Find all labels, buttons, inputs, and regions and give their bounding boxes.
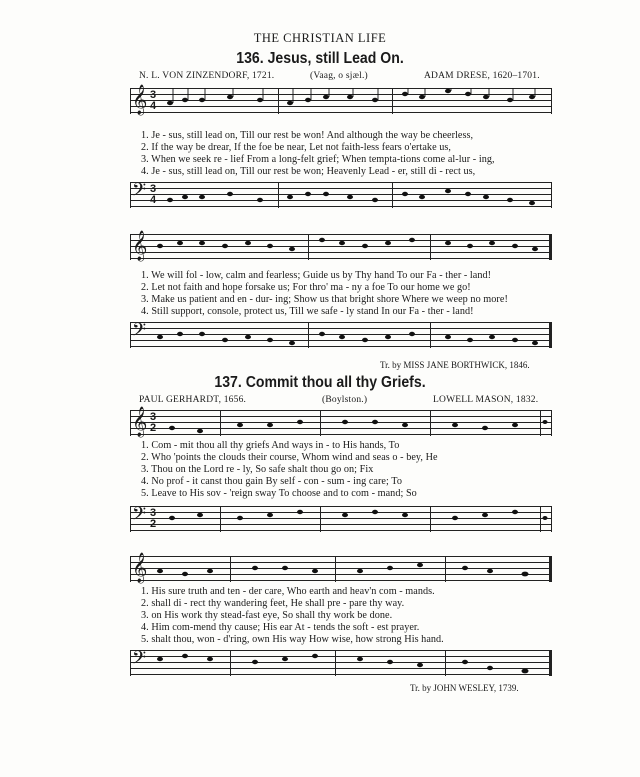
notes-136-2-bass	[130, 322, 552, 348]
time-signature: 3 4	[150, 89, 157, 112]
staff-136-2-treble	[130, 231, 552, 261]
notes-137-2-treble	[130, 553, 552, 583]
hymn-137-verse-2a: 2. Who 'points the clouds their course, Whom wind and seas o - bey, He	[141, 452, 438, 463]
staff-137-1-bass	[130, 506, 552, 532]
hymn-137-verse-4a: 4. No prof - it canst thou gain By self - con - sum - ing care; To	[141, 476, 402, 487]
hymn-136-composer: ADAM DRESE, 1620–1701.	[424, 71, 540, 81]
hymn-136-tune: (Vaag, o sjæl.)	[310, 71, 368, 81]
hymn-137-translator: Tr. by JOHN WESLEY, 1739.	[410, 683, 519, 693]
staff-136-1-bass	[130, 182, 552, 208]
hymn-137-title: 137. Commit thou all thy Griefs.	[214, 374, 426, 391]
hymn-136-translator: Tr. by MISS JANE BORTHWICK, 1846.	[380, 360, 530, 370]
hymn-137-verse-5a: 5. Leave to His sov - 'reign sway To choose and to com - mand; So	[141, 488, 417, 499]
bass-clef-icon: 𝄢	[132, 648, 147, 673]
hymn-136-author: N. L. VON ZINZENDORF, 1721.	[139, 71, 275, 81]
hymn-136-verse-1b: 1. We will fol - low, calm and fearless; Guide us by Thy hand To our Fa - ther - land!	[141, 270, 492, 281]
hymn-136-verse-4b: 4. Still support, console, protect us, Till we safe - ly stand In our Fa - ther - land!	[141, 306, 474, 317]
hymn-136-verse-4a: 4. Je - sus, still lead on, Till our rest be won; Heavenly Lead - er, still di - rect us,	[141, 166, 476, 177]
hymn-136-verse-1a: 1. Je - sus, still lead on, Till our rest be won! And although the way be cheerless,	[141, 130, 474, 141]
hymn-136-verse-2a: 2. If the way be drear, If the foe be near, Let not faith-less fears o'ertake us,	[141, 142, 451, 153]
hymn-136-verse-3b: 3. Make us patient and en - dur- ing; Show us that bright shore Where we weep no more!	[141, 294, 508, 305]
treble-clef-icon: 𝄞	[132, 231, 148, 261]
staff-137-2-treble	[130, 553, 552, 583]
notes-137-1-treble	[130, 407, 552, 437]
bass-clef-icon: 𝄢	[132, 180, 147, 205]
hymn-137-verse-3b: 3. on His work thy stead-fast eye, So shall thy work be done.	[141, 610, 393, 621]
notes-137-1-bass	[130, 506, 552, 532]
bass-clef-icon: 𝄢	[132, 504, 147, 529]
hymn-136-title: 136. Jesus, still Lead On.	[236, 50, 404, 67]
time-signature: 3 4	[150, 183, 157, 206]
treble-clef-icon: 𝄞	[132, 85, 148, 115]
hymn-136-verse-3a: 3. When we seek re - lief From a long-felt grief; When tempta-tions come al-lur - ing,	[141, 154, 495, 165]
time-signature: 3 2	[150, 411, 157, 434]
bass-clef-icon: 𝄢	[132, 320, 147, 345]
staff-136-2-bass	[130, 322, 552, 348]
hymn-137-verse-5b: 5. shalt thou, won - d'ring, own His way How wise, how strong His hand.	[141, 634, 444, 645]
staff-136-1-treble	[130, 85, 552, 115]
hymn-137-composer: LOWELL MASON, 1832.	[433, 395, 539, 405]
staff-137-2-bass	[130, 650, 552, 676]
time-signature: 3 2	[150, 507, 157, 530]
hymn-137-author: PAUL GERHARDT, 1656.	[139, 395, 247, 405]
hymn-137-tune: (Boylston.)	[322, 395, 368, 405]
hymn-137-verse-4b: 4. Him com-mend thy cause; His ear At - tends the soft - est prayer.	[141, 622, 420, 633]
hymn-137-verse-3a: 3. Thou on the Lord re - ly, So safe shalt thou go on; Fix	[141, 464, 374, 475]
hymn-137-verse-1a: 1. Com - mit thou all thy griefs And ways in - to His hands, To	[141, 440, 400, 451]
hymn-137-verse-2b: 2. shall di - rect thy wandering feet, He shall pre - pare thy way.	[141, 598, 405, 609]
treble-clef-icon: 𝄞	[132, 407, 148, 437]
notes-136-1-treble	[130, 85, 552, 115]
staff-137-1-treble	[130, 407, 552, 437]
hymn-137-verse-1b: 1. His sure truth and ten - der care, Who earth and heav'n com - mands.	[141, 586, 435, 597]
hymn-136-verse-2b: 2. Let not faith and hope forsake us; For thro' ma - ny a foe To our home we go!	[141, 282, 471, 293]
notes-137-2-bass	[130, 650, 552, 676]
treble-clef-icon: 𝄞	[132, 553, 148, 583]
notes-136-1-bass	[130, 182, 552, 208]
page-header: THE CHRISTIAN LIFE	[253, 31, 387, 45]
notes-136-2-treble	[130, 231, 552, 261]
